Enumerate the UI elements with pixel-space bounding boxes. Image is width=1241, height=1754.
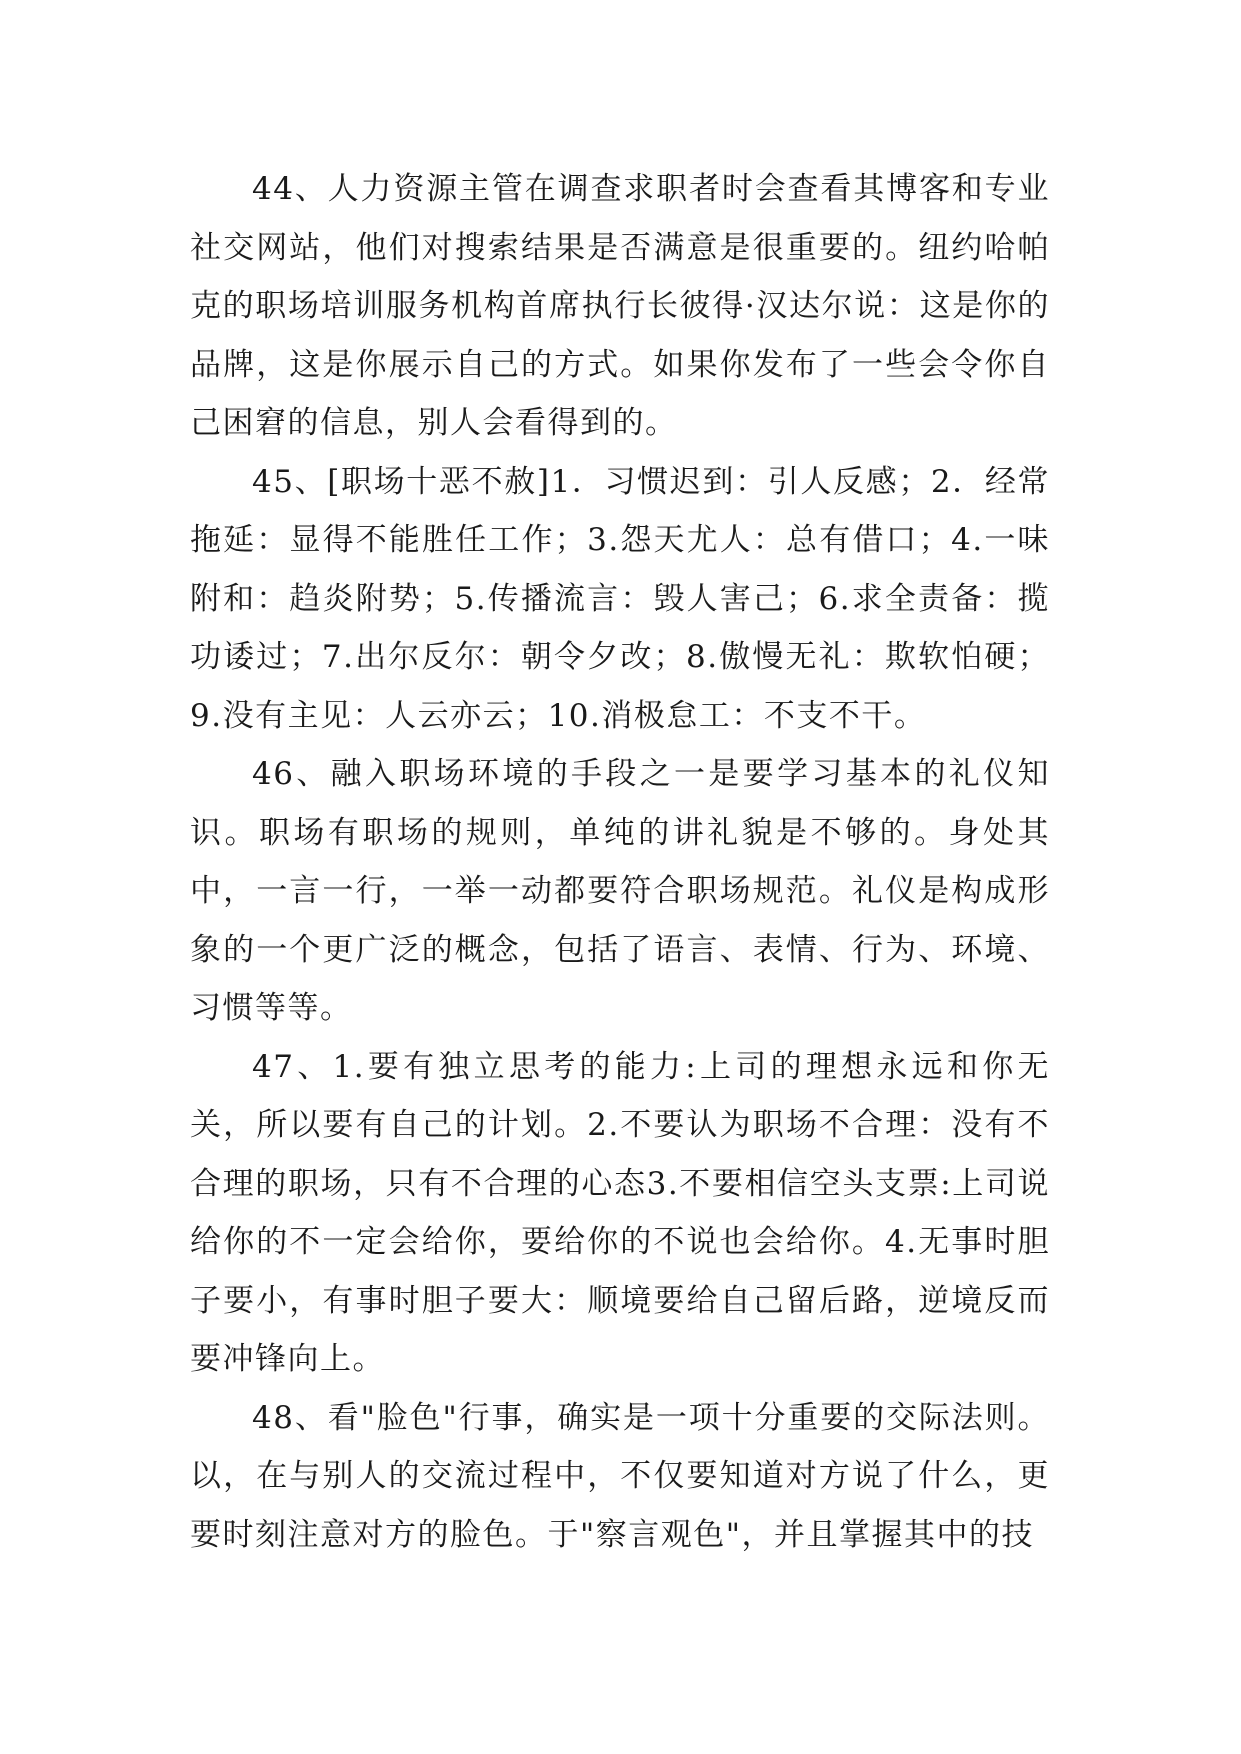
paragraph-44: 44、人力资源主管在调查求职者时会查看其博客和专业社交网站，他们对搜索结果是否满意是很重要的。纽约哈帕克的职场培训服务机构首席执行长彼得·汉达尔说：这是你的品牌，这是你展示自己的方式。如果你发布了一些会令你自己困窘的信息，别人会看得到的。 <box>190 171 1050 441</box>
paragraph-47: 47、1.要有独立思考的能力:上司的理想永远和你无关，所以要有自己的计划。2.不要认为职场不合理：没有不合理的职场，只有不合理的心态3.不要相信空头支票:上司说给你的不一定会给你，要给你的不说也会给你。4.无事时胆子要小，有事时胆子要大：顺境要给自己留后路，逆境反而要冲锋向上。 <box>190 1048 1050 1377</box>
paragraph-48: 48、看"脸色"行事，确实是一项十分重要的交际法则。以，在与别人的交流过程中，不仅要知道对方说了什么，更要时刻注意对方的脸色。于"察言观色"，并且掌握其中的技 <box>190 1399 1050 1553</box>
document-page <box>190 160 1050 1564</box>
paragraph-45: 45、[职场十恶不赦]1．习惯迟到：引人反感；2．经常拖延：显得不能胜任工作；3.怨天尤人：总有借口；4.一味附和：趋炎附势；5.传播流言：毁人害己；6.求全责备：揽功诿过；7.出尔反尔：朝令夕改；8.傲慢无礼：欺软怕硬；9.没有主见：人云亦云；10.消极怠工：不支不干。 <box>190 463 1050 734</box>
paragraph-46: 46、融入职场环境的手段之一是要学习基本的礼仪知识。职场有职场的规则，单纯的讲礼貌是不够的。身处其中，一言一行，一举一动都要符合职场规范。礼仪是构成形象的一个更广泛的概念，包括了语言、表情、行为、环境、习惯等等。 <box>190 756 1050 1026</box>
